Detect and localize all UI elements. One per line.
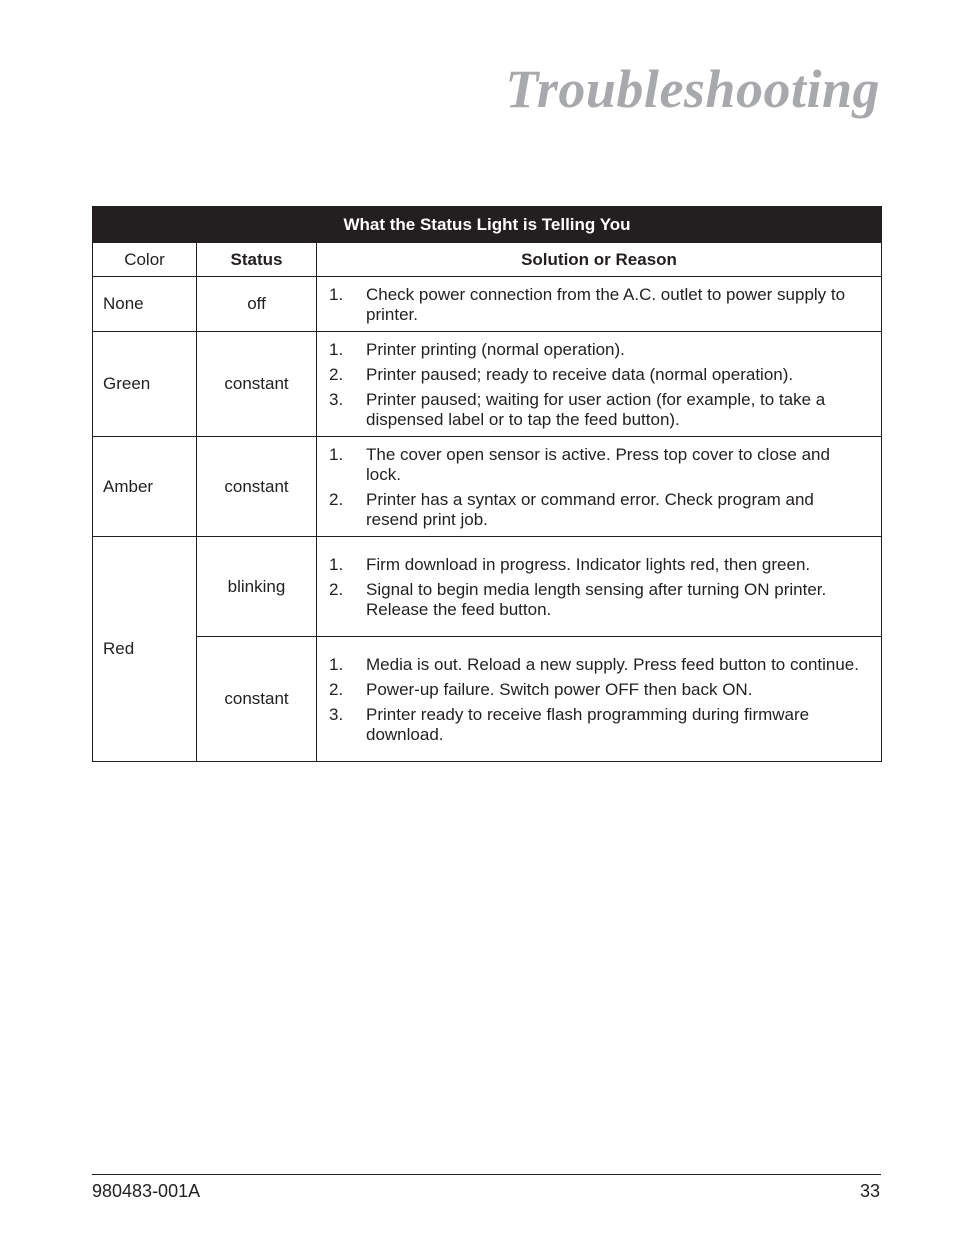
reason-number: 1. (329, 555, 344, 574)
color-cell: Green (93, 332, 197, 437)
reason-text: Printer paused; waiting for user action (for example, to take a dispensed label or to tap the feed button). (366, 390, 826, 429)
reason-number: 2. (329, 680, 344, 699)
header-color: Color (93, 243, 197, 277)
document-number: 980483-001A (92, 1181, 201, 1201)
reason-item (329, 580, 867, 620)
status-cell: constant (197, 637, 317, 762)
color-cell: None (93, 277, 197, 332)
reason-number: 2. (329, 580, 344, 599)
reason-text: The cover open sensor is active. Press top cover to close and lock. (366, 445, 830, 484)
reason-number: 1. (329, 285, 344, 304)
reason-item (329, 445, 867, 485)
reason-item (329, 365, 867, 385)
status-cell: blinking (197, 537, 317, 637)
table-caption: What the Status Light is Telling You (93, 207, 882, 243)
solution-cell (317, 277, 882, 332)
reason-list (329, 285, 867, 325)
reason-text: Printer printing (normal operation). (366, 340, 625, 359)
reason-item (329, 555, 867, 575)
solution-cell (317, 437, 882, 537)
reason-list (329, 555, 867, 620)
reason-item (329, 655, 867, 675)
page-number: 33 (859, 1181, 880, 1201)
reason-text: Check power connection from the A.C. outlet to power supply to printer. (366, 285, 846, 324)
color-cell: Amber (93, 437, 197, 537)
table-row (93, 437, 882, 537)
table-row (93, 277, 882, 332)
solution-cell (317, 637, 882, 762)
reason-item (329, 285, 867, 325)
table-row (93, 637, 882, 762)
reason-list (329, 655, 867, 745)
table-header-row (93, 243, 882, 277)
header-solution: Solution or Reason (317, 243, 882, 277)
reason-number: 3. (329, 390, 344, 409)
reason-text: Printer ready to receive flash programming during firmware download. (366, 705, 810, 744)
status-cell: constant (197, 437, 317, 537)
solution-cell (317, 537, 882, 637)
table-row (93, 332, 882, 437)
reason-text: Media is out. Reload a new supply. Press feed button to continue. (366, 655, 859, 674)
reason-number: 2. (329, 490, 344, 509)
reason-number: 1. (329, 445, 344, 464)
status-cell: off (197, 277, 317, 332)
status-cell: constant (197, 332, 317, 437)
reason-text: Printer has a syntax or command error. Check program and resend print job. (366, 490, 814, 529)
reason-item (329, 340, 867, 360)
reason-text: Printer paused; ready to receive data (normal operation). (366, 365, 794, 384)
reason-text: Signal to begin media length sensing after turning ON printer. Release the feed button. (366, 580, 827, 619)
reason-item (329, 680, 867, 700)
reason-item (329, 705, 867, 745)
reason-number: 1. (329, 655, 344, 674)
reason-list (329, 340, 867, 430)
color-cell: Red (93, 537, 197, 762)
status-light-table (92, 206, 882, 762)
reason-number: 3. (329, 705, 344, 724)
reason-number: 2. (329, 365, 344, 384)
footer-divider (92, 1174, 881, 1175)
page-title: Troubleshooting (505, 59, 880, 119)
solution-cell (317, 332, 882, 437)
reason-item (329, 490, 867, 530)
header-status: Status (197, 243, 317, 277)
reason-text: Power-up failure. Switch power OFF then back ON. (366, 680, 753, 699)
reason-number: 1. (329, 340, 344, 359)
table-row (93, 537, 882, 637)
reason-list (329, 445, 867, 530)
reason-item (329, 390, 867, 430)
reason-text: Firm download in progress. Indicator lights red, then green. (366, 555, 811, 574)
